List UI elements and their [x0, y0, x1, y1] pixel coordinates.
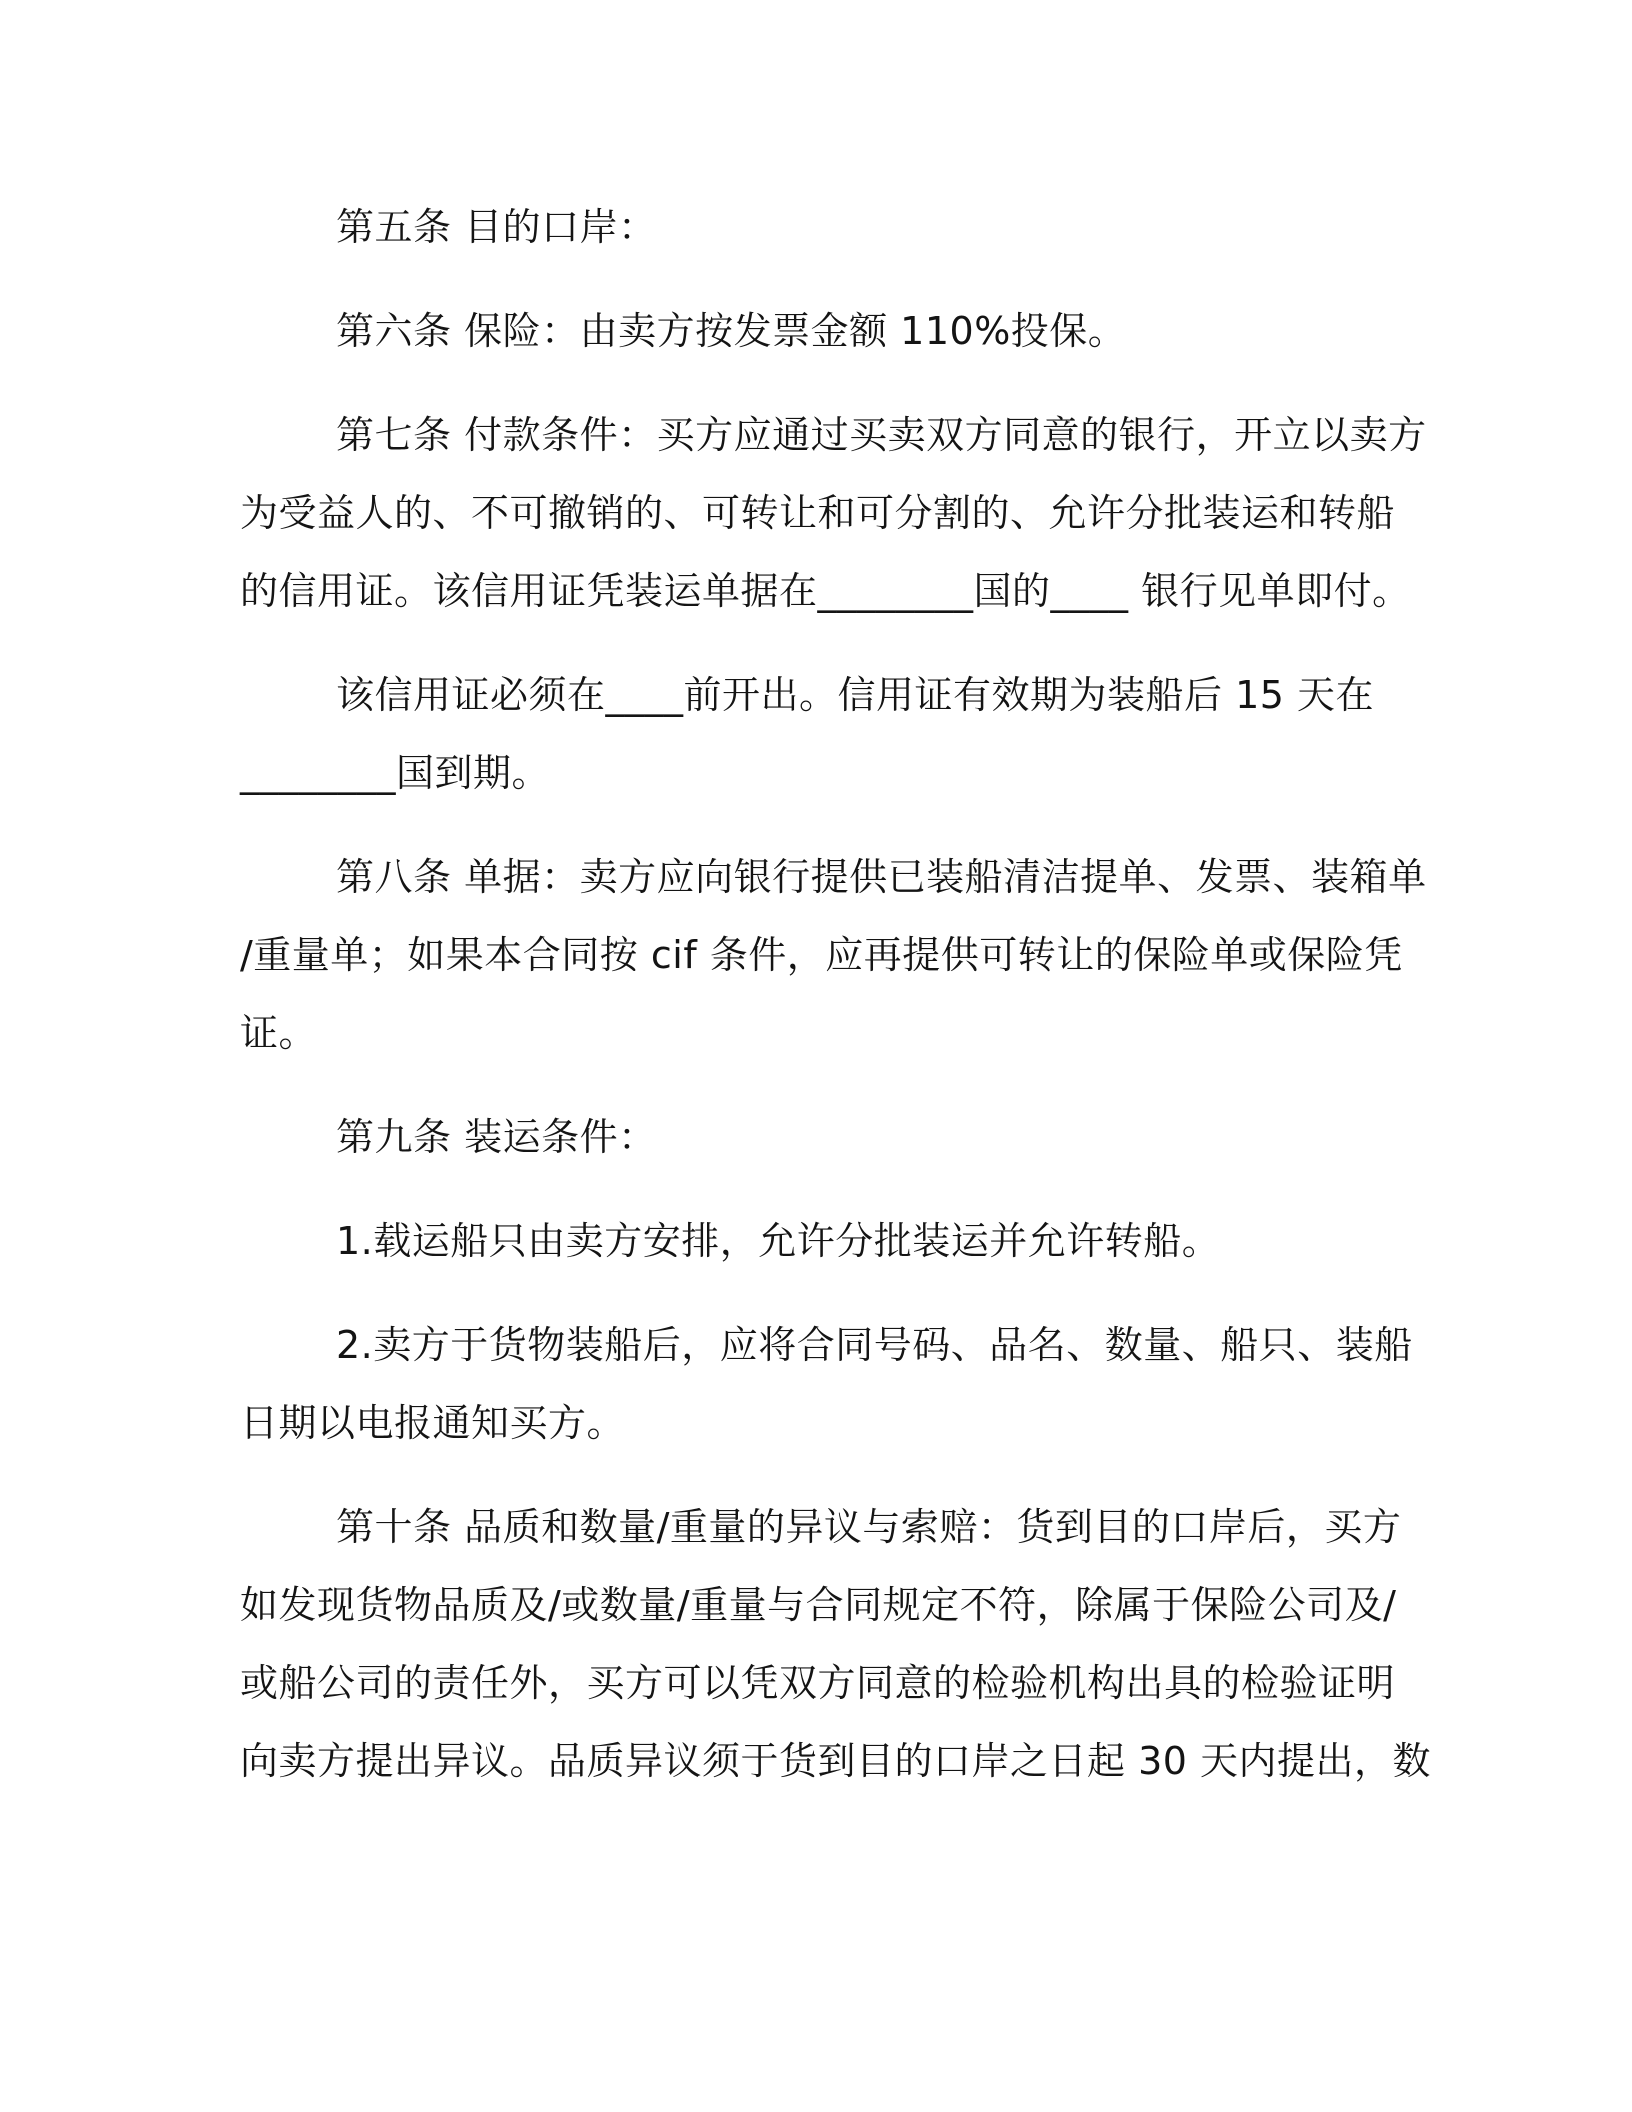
document-body — [240, 188, 1432, 1826]
text-line: 第五条 目的口岸： — [336, 205, 657, 249]
text-line: ________国到期。 — [240, 751, 551, 795]
text-line: 向卖方提出异议。品质异议须于货到目的口岸之日起 30 天内提出，数 — [240, 1739, 1432, 1783]
article-9-item-1 — [240, 1202, 1400, 1280]
article-8 — [240, 838, 1427, 1072]
text-line: 如发现货物品质及/或数量/重量与合同规定不符，除属于保险公司及/ — [240, 1583, 1397, 1627]
text-line: 的信用证。该信用证凭装运单据在________国的____ 银行见单即付。 — [240, 569, 1411, 613]
article-10 — [240, 1488, 1432, 1800]
text-line: 该信用证必须在____前开出。信用证有效期为装船后 15 天在 — [336, 673, 1375, 717]
article-7 — [240, 396, 1427, 630]
text-line: 日期以电报通知买方。 — [240, 1401, 626, 1445]
article-9 — [240, 1098, 1400, 1176]
text-line: 第十条 品质和数量/重量的异议与索赔：货到目的口岸后，买方 — [336, 1505, 1402, 1549]
text-line: /重量单；如果本合同按 cif 条件，应再提供可转让的保险单或保险凭 — [240, 933, 1403, 977]
text-line: 为受益人的、不可撤销的、可转让和可分割的、允许分批装运和转船 — [240, 491, 1396, 535]
text-line: 1.载运船只由卖方安排，允许分批装运并允许转船。 — [336, 1219, 1221, 1263]
article-5 — [240, 188, 1400, 266]
article-6 — [240, 292, 1400, 370]
text-line: 第九条 装运条件： — [336, 1115, 657, 1159]
text-line: 证。 — [240, 1011, 318, 1055]
article-9-item-2 — [240, 1306, 1413, 1462]
text-line: 第七条 付款条件：买方应通过买卖双方同意的银行，开立以卖方 — [336, 413, 1427, 457]
text-line: 或船公司的责任外，买方可以凭双方同意的检验机构出具的检验证明 — [240, 1661, 1396, 1705]
text-line: 第八条 单据：卖方应向银行提供已装船清洁提单、发票、装箱单 — [336, 855, 1427, 899]
text-line: 第六条 保险：由卖方按发票金额 110%投保。 — [336, 309, 1127, 353]
article-7-continued — [240, 656, 1400, 812]
text-line: 2.卖方于货物装船后，应将合同号码、品名、数量、船只、装船 — [336, 1323, 1413, 1367]
